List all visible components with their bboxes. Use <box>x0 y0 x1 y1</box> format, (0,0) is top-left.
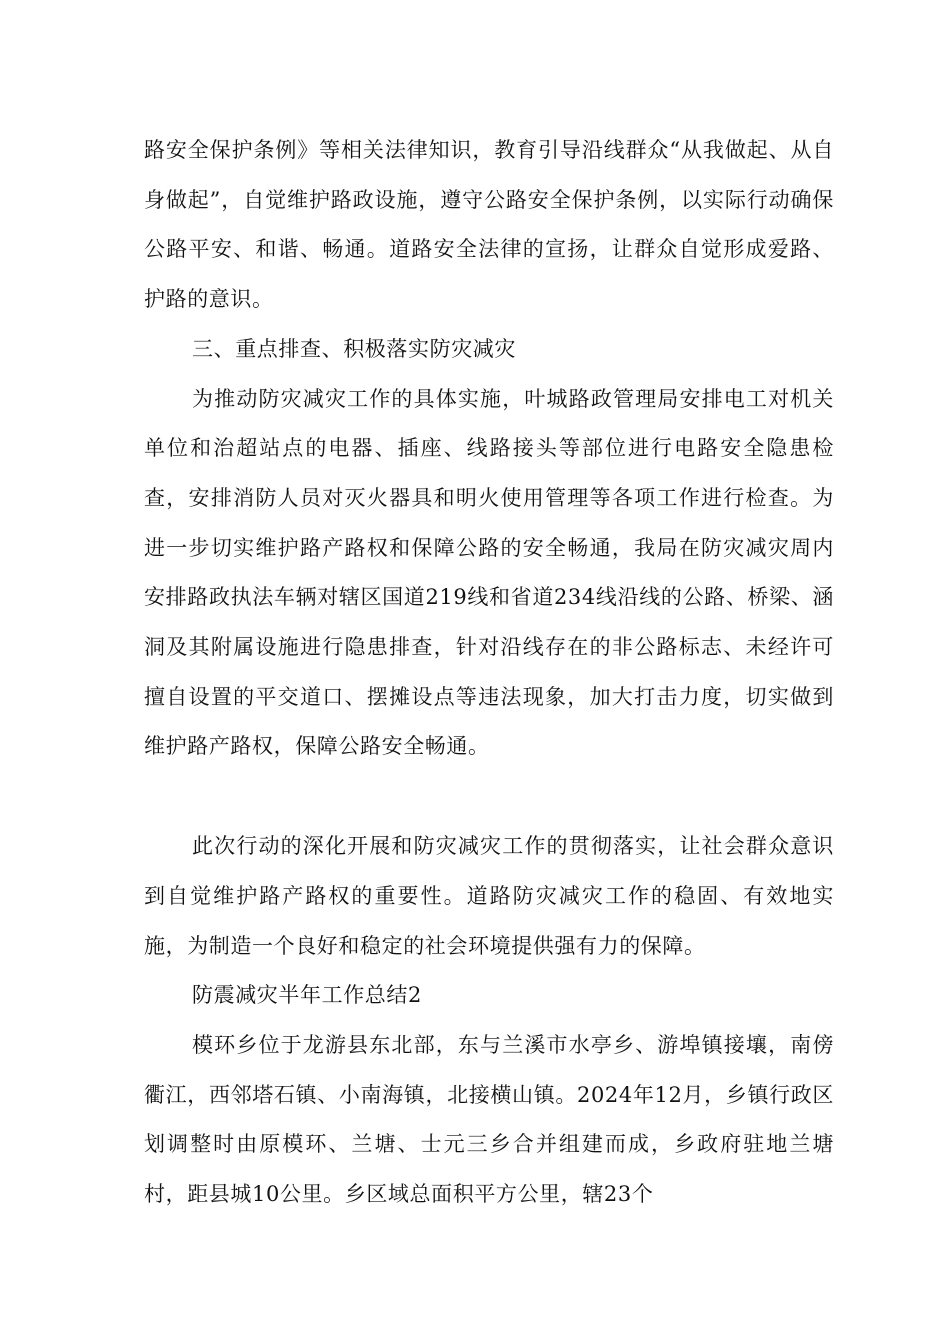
paragraph-law-publicity: 路安全保护条例》等相关法律知识，教育引导沿线群众“从我做起、从自身做起”，自觉维护路政设施，遵守公路安全保护条例，以实际行动确保公路平安、和谐、畅通。道路安全法律的宣扬，让群众自觉形成爱路、护路的意识。 <box>144 138 834 312</box>
paragraph-gap <box>144 772 834 822</box>
section-title-summary-2: 防震减灾半年工作总结2 <box>192 983 422 1008</box>
document-body <box>144 126 834 1220</box>
section-heading-disaster-prevention: 三、重点排查、积极落实防灾减灾 <box>192 336 516 361</box>
paragraph-township-intro: 模环乡位于龙游县东北部，东与兰溪市水亭乡、游埠镇接壤，南傍衢江，西邻塔石镇、小南海镇，北接横山镇。2024年12月，乡镇行政区划调整时由原模环、兰塘、士元三乡合并组建而成，乡政府驻地兰塘村，距县城10公里。乡区域总面积平方公里，辖23个 <box>144 1032 834 1207</box>
paragraph-disaster-inspection: 为推动防灾减灾工作的具体实施，叶城路政管理局安排电工对机关单位和治超站点的电器、插座、线路接头等部位进行电路安全隐患检查，安排消防人员对灭火器具和明火使用管理等各项工作进行检查。为进一步切实维护路产路权和保障公路的安全畅通，我局在防灾减灾周内安排路政执法车辆对辖区国道219线和省道234线沿线的公路、桥梁、涵洞及其附属设施进行隐患排查，针对沿线存在的非公路标志、未经许可擅自设置的平交道口、摆摊设点等违法现象，加大打击力度，切实做到维护路产路权，保障公路安全畅通。 <box>144 386 834 759</box>
paragraph-conclusion: 此次行动的深化开展和防灾减灾工作的贯彻落实，让社会群众意识到自觉维护路产路权的重要性。道路防灾减灾工作的稳固、有效地实施，为制造一个良好和稳定的社会环境提供强有力的保障。 <box>144 834 834 958</box>
